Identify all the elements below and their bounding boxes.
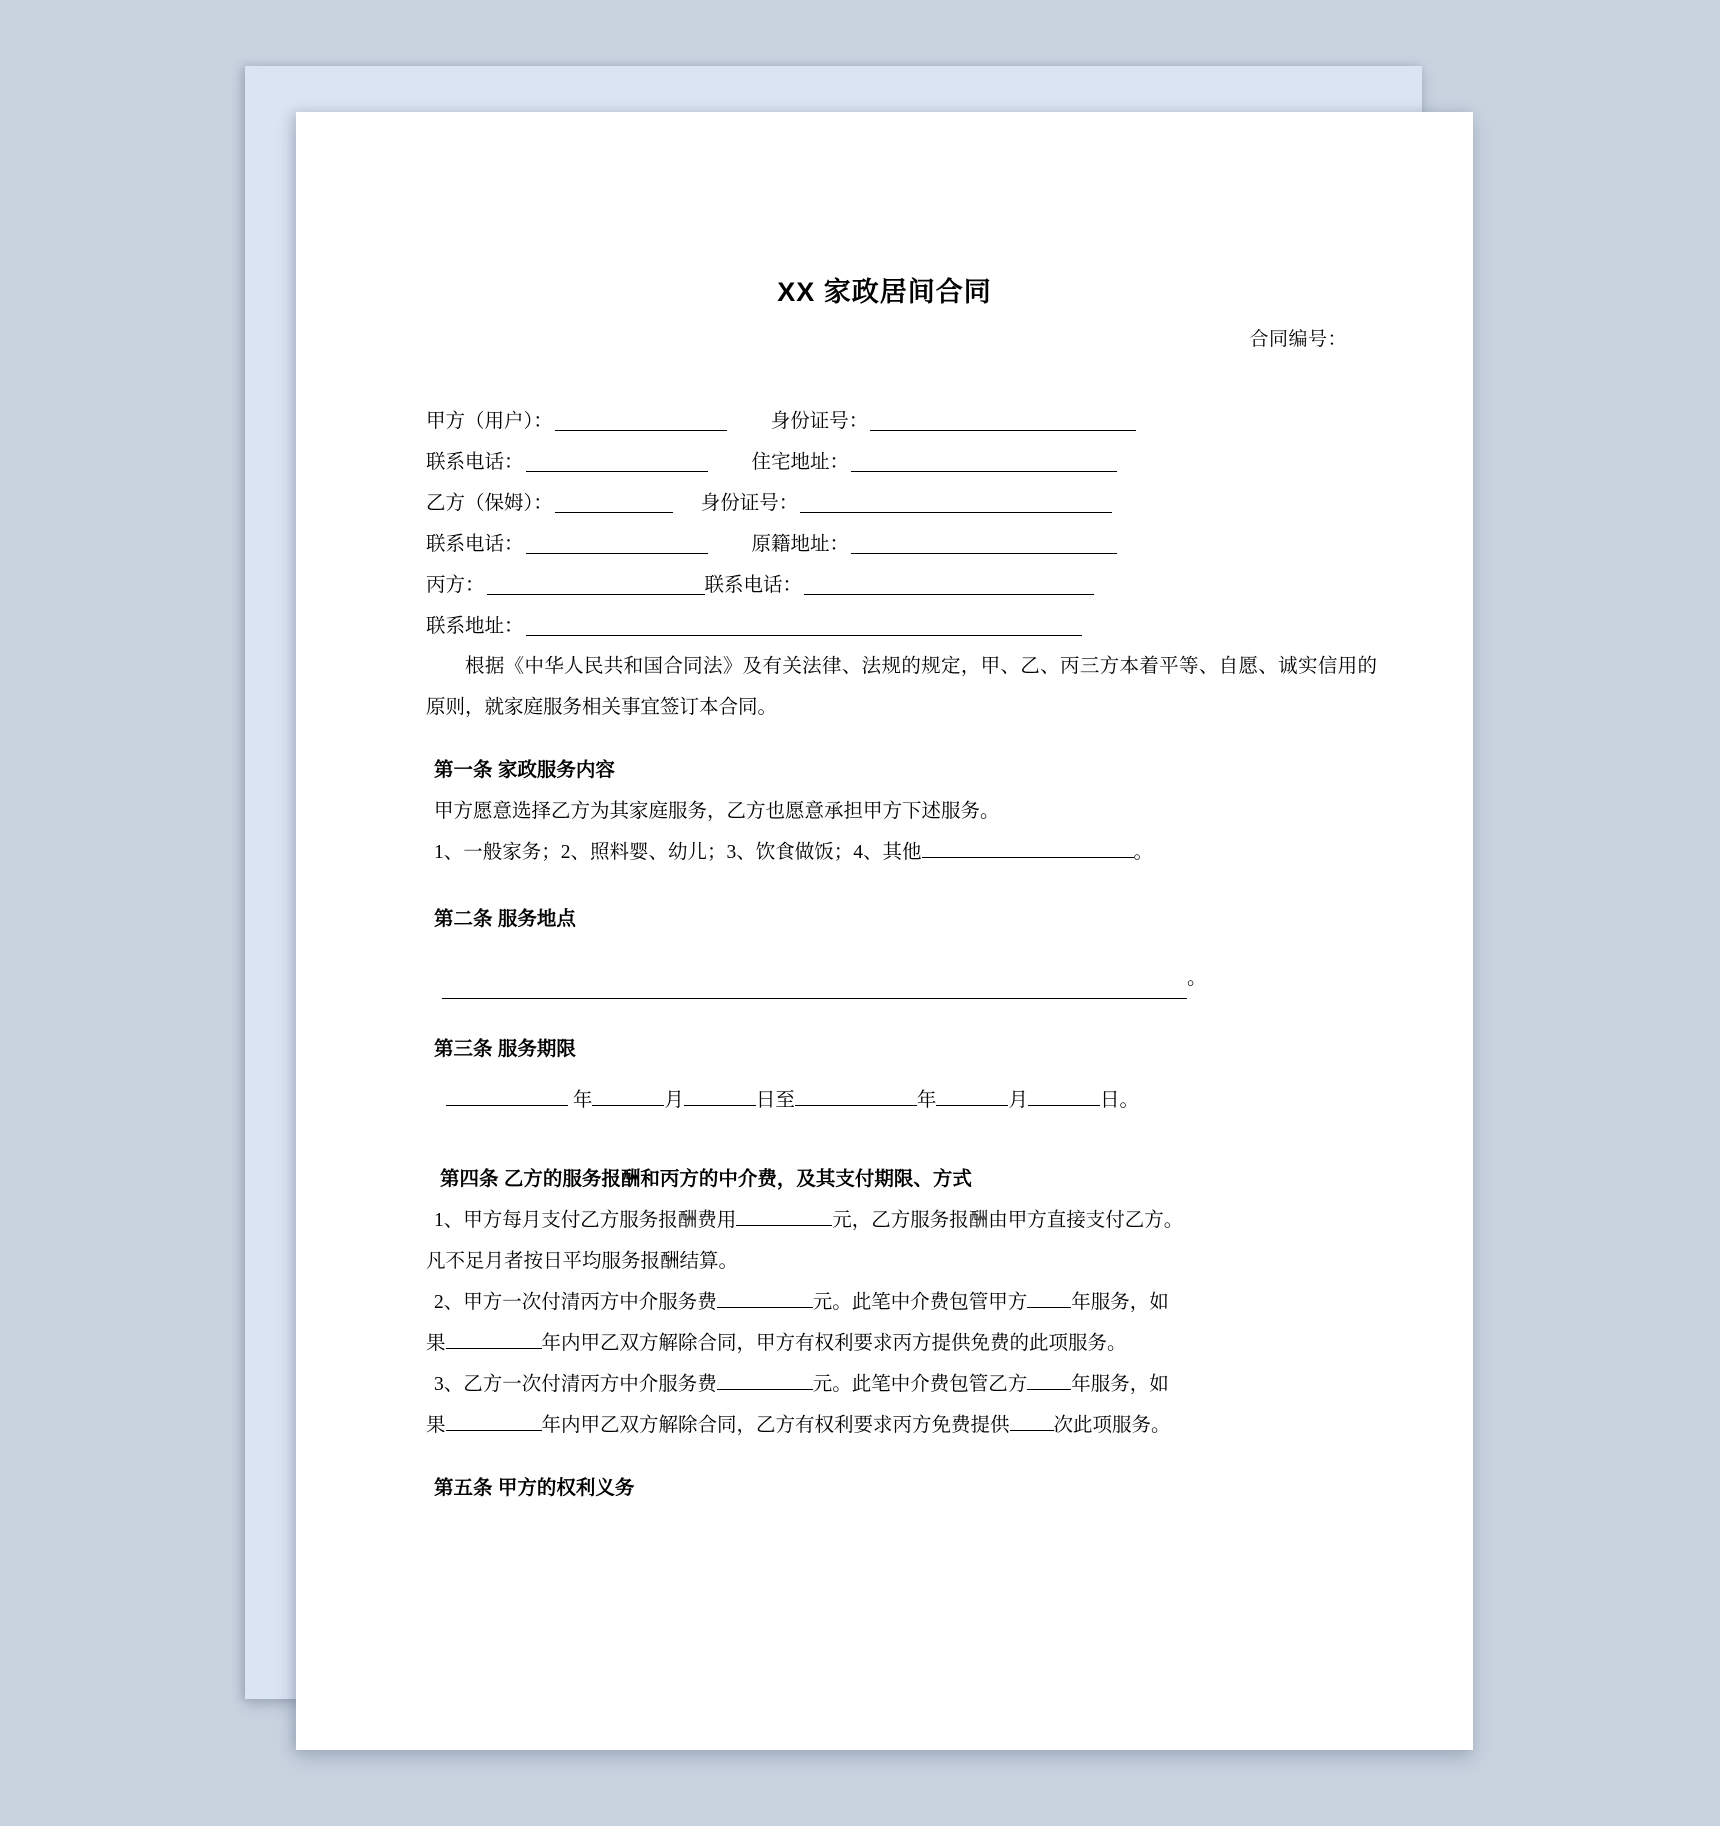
clause-4-item-2-cont <box>426 1323 1377 1364</box>
field-blank-yifang-origin[interactable] <box>851 536 1117 554</box>
clause-1-paragraph: 甲方愿意选择乙方为其家庭服务，乙方也愿意承担甲方下述服务。 <box>434 801 1000 822</box>
clause-4-item-3-f: 次此项服务。 <box>1053 1415 1171 1436</box>
clause-4-item-2-years-blank[interactable] <box>1027 1290 1071 1308</box>
field-label-yifang: 乙方（保姆）： <box>426 492 553 514</box>
field-blank-contact-address[interactable] <box>526 618 1082 636</box>
field-label-yifang-origin: 原籍地址： <box>751 533 850 555</box>
clause-4-item-2-c: 年服务，如 <box>1071 1292 1169 1313</box>
term-label-month-start: 月 <box>664 1090 684 1111</box>
field-blank-jiafang-phone[interactable] <box>526 454 708 472</box>
field-label-bingfang: 丙方： <box>426 574 485 596</box>
clause-4-item-2 <box>426 1282 1377 1323</box>
field-blank-yifang-phone[interactable] <box>526 536 708 554</box>
document-page <box>296 112 1473 1750</box>
clause-1-items-suffix: 。 <box>1133 842 1154 863</box>
clause-4-item-3 <box>426 1364 1377 1405</box>
term-start-month-blank[interactable] <box>592 1088 664 1106</box>
clause-4-item-1 <box>426 1200 1377 1241</box>
clause-4-item-3-years-blank[interactable] <box>1027 1372 1071 1390</box>
field-blank-jiafang-address[interactable] <box>851 454 1117 472</box>
party-row-yifang-phone <box>426 513 1377 554</box>
clause-heading-3: 第三条 服务期限 <box>434 1038 576 1060</box>
field-blank-yifang-name[interactable] <box>555 495 673 513</box>
field-blank-jiafang-id[interactable] <box>870 413 1136 431</box>
term-label-day-end: 日。 <box>1099 1090 1139 1111</box>
document-content <box>426 390 1377 1509</box>
clause-4-item-2-fee-blank[interactable] <box>717 1290 813 1308</box>
clause-4-item-3-d: 果 <box>426 1415 446 1436</box>
field-label-jiafang: 甲方（用户）： <box>426 410 553 432</box>
field-label-jiafang-id: 身份证号： <box>770 410 869 432</box>
clause-4-item-3-cont <box>426 1405 1377 1446</box>
clause-4-item-3-e: 年内甲乙双方解除合同，乙方有权利要求丙方免费提供 <box>541 1415 1010 1436</box>
party-row-yifang <box>426 472 1377 513</box>
field-blank-yifang-id[interactable] <box>800 495 1112 513</box>
spacer <box>426 728 1377 750</box>
document-body <box>296 112 1473 1750</box>
clause-1-other-blank[interactable] <box>922 840 1134 858</box>
spacer <box>426 999 1377 1029</box>
clause-heading-1: 第一条 家政服务内容 <box>434 759 615 781</box>
spacer <box>426 636 1377 646</box>
clause-4-item-3-times-blank[interactable] <box>1010 1413 1054 1431</box>
clause-1-items-line <box>426 832 1377 873</box>
clause-4-item-1-a: 1、甲方每月支付乙方服务报酬费用 <box>434 1210 737 1231</box>
clause-4-item-3-b: 元。此笔中介费包管乙方 <box>812 1374 1028 1395</box>
clause-4-item-2-a: 2、甲方一次付清丙方中介服务费 <box>434 1292 717 1313</box>
term-end-year-blank[interactable] <box>795 1088 917 1106</box>
clause-heading-4: 第四条 乙方的服务报酬和丙方的中介费，及其支付期限、方式 <box>440 1168 972 1190</box>
clause-4-item-1-cont: 凡不足月者按日平均服务报酬结算。 <box>426 1251 739 1272</box>
term-start-day-blank[interactable] <box>684 1088 756 1106</box>
term-label-day-to: 日至 <box>755 1090 795 1111</box>
clause-4-item-2-d: 果 <box>426 1333 446 1354</box>
clause-4-item-1-amount-blank[interactable] <box>736 1208 832 1226</box>
field-blank-bingfang-name[interactable] <box>487 577 705 595</box>
spacer <box>426 1446 1377 1468</box>
field-blank-bingfang-phone[interactable] <box>804 577 1094 595</box>
spacer <box>426 1121 1377 1159</box>
clause-4-item-3-term-blank[interactable] <box>446 1413 542 1431</box>
term-label-month-end: 月 <box>1008 1090 1028 1111</box>
field-label-yifang-phone: 联系电话： <box>426 533 524 555</box>
party-row-jiafang <box>426 390 1377 431</box>
field-label-jiafang-address: 住宅地址： <box>751 451 850 473</box>
term-label-year-end: 年 <box>916 1090 937 1111</box>
clause-4-item-3-fee-blank[interactable] <box>717 1372 813 1390</box>
clause-4-item-1-b: 元，乙方服务报酬由甲方直接支付乙方。 <box>832 1210 1184 1231</box>
clause-heading-2: 第二条 服务地点 <box>434 908 576 930</box>
party-row-jiafang-phone <box>426 431 1377 472</box>
clause-3-term-line <box>426 1080 1377 1121</box>
spacer <box>426 873 1377 899</box>
party-row-bingfang <box>426 554 1377 595</box>
spacer <box>426 1070 1377 1080</box>
term-label-year-start: 年 <box>572 1090 593 1111</box>
field-label-bingfang-phone: 联系电话： <box>704 574 803 596</box>
clause-4-item-2-term-blank[interactable] <box>446 1331 542 1349</box>
clause-1-items-prefix: 1、一般家务；2、照料婴、幼儿；3、饮食做饭；4、其他 <box>434 842 922 863</box>
term-start-year-blank[interactable] <box>446 1088 568 1106</box>
page-title: XX 家政居间合同 <box>777 277 992 307</box>
term-end-month-blank[interactable] <box>936 1088 1008 1106</box>
field-label-jiafang-phone: 联系电话： <box>426 451 524 473</box>
clause-4-item-2-e: 年内甲乙双方解除合同，甲方有权利要求丙方提供免费的此项服务。 <box>541 1333 1127 1354</box>
preamble-paragraph: 根据《中华人民共和国合同法》及有关法律、法规的规定，甲、乙、丙三方本着平等、自愿、诚实信用的原则，就家庭服务相关事宜签订本合同。 <box>426 656 1377 718</box>
clause-2-place-blank[interactable] <box>442 980 1187 999</box>
clause-4-item-2-b: 元。此笔中介费包管甲方 <box>812 1292 1028 1313</box>
field-label-contact-address: 联系地址： <box>426 615 524 637</box>
field-label-yifang-id: 身份证号： <box>700 492 799 514</box>
clause-2-trailing-mark: 。 <box>1187 968 1207 989</box>
field-blank-jiafang-name[interactable] <box>555 413 727 431</box>
spacer <box>426 940 1377 958</box>
clause-4-item-3-a: 3、乙方一次付清丙方中介服务费 <box>434 1374 717 1395</box>
party-row-contact-address <box>426 595 1377 636</box>
clause-heading-5: 第五条 甲方的权利义务 <box>434 1477 635 1499</box>
term-end-day-blank[interactable] <box>1028 1088 1100 1106</box>
clause-4-item-3-c: 年服务，如 <box>1071 1374 1169 1395</box>
clause-2-place-line <box>426 958 1377 999</box>
contract-number-label: 合同编号： <box>1249 329 1347 350</box>
